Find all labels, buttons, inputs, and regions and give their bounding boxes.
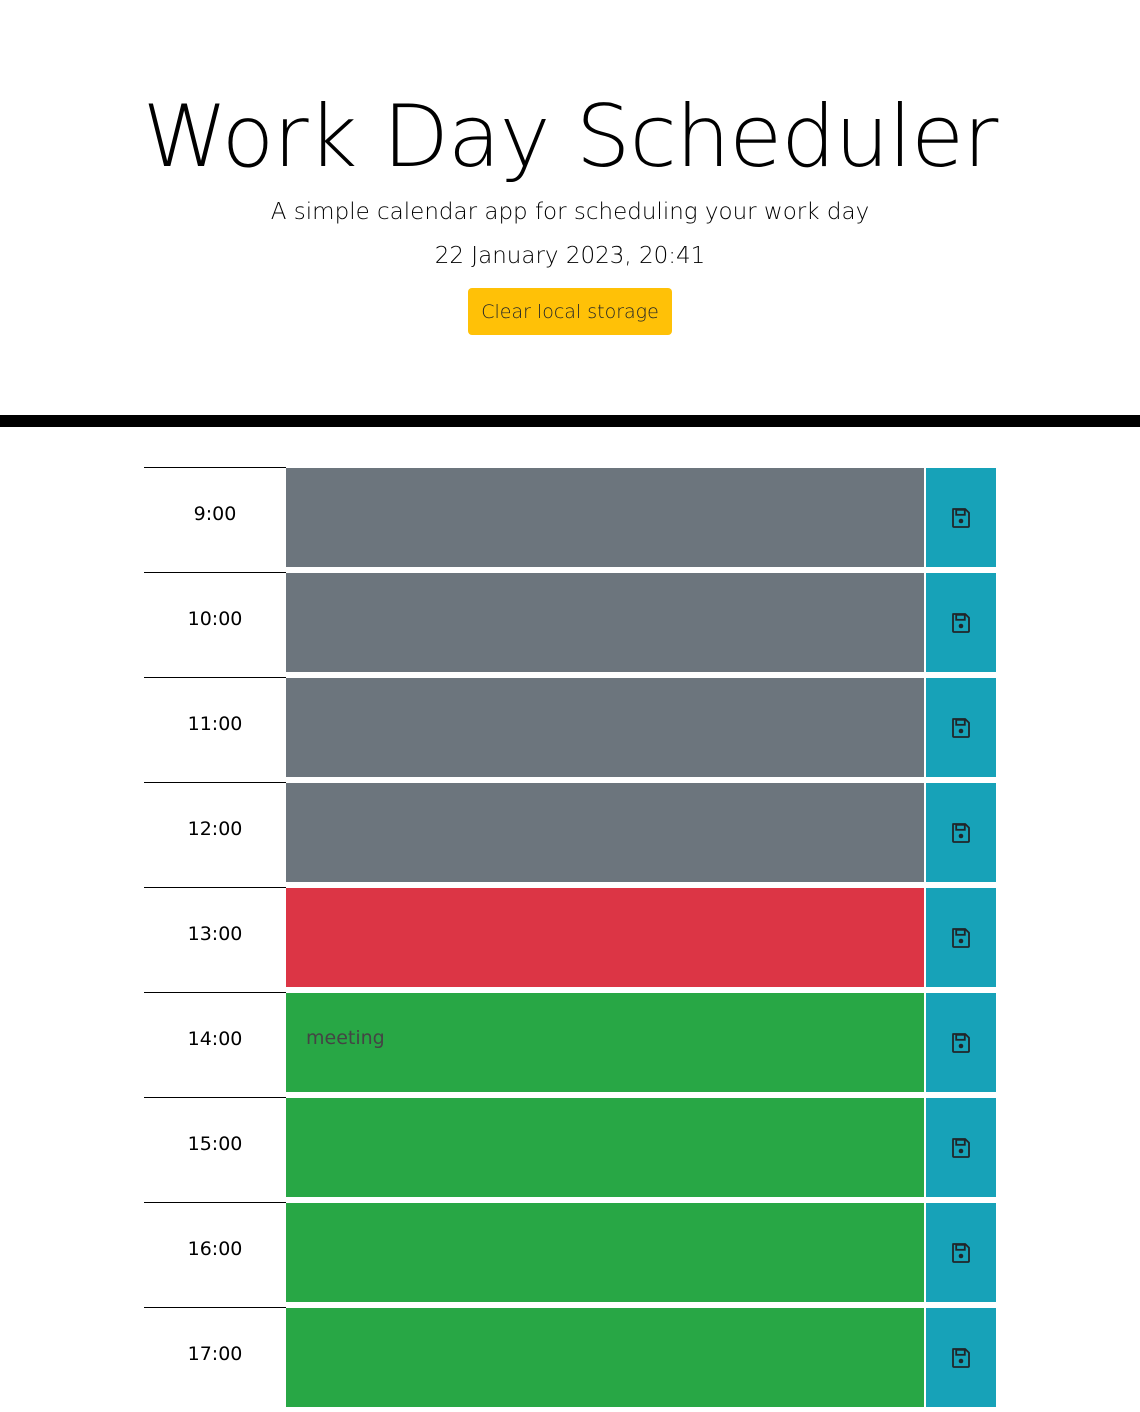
floppy-disk-icon: [949, 1031, 973, 1055]
event-description-input[interactable]: [286, 1308, 924, 1407]
event-description-input[interactable]: [286, 888, 924, 987]
time-block-row: [144, 782, 996, 887]
hour-label: 13:00: [144, 887, 286, 992]
current-day: 22 January 2023, 20:41: [434, 243, 706, 269]
floppy-disk-icon: [949, 506, 973, 530]
save-button[interactable]: [926, 993, 996, 1092]
hour-label: 9:00: [144, 467, 286, 572]
hour-label: 11:00: [144, 677, 286, 782]
save-button[interactable]: [926, 888, 996, 987]
save-button[interactable]: [926, 678, 996, 777]
schedule-container: [144, 467, 996, 1412]
floppy-disk-icon: [949, 1136, 973, 1160]
hour-label: 15:00: [144, 1097, 286, 1202]
floppy-disk-icon: [949, 716, 973, 740]
page-subtitle: A simple calendar app for scheduling your work day: [270, 199, 870, 225]
floppy-disk-icon: [949, 1346, 973, 1370]
event-description-input[interactable]: [286, 993, 924, 1092]
save-button[interactable]: [926, 1308, 996, 1407]
header-divider: [0, 415, 1140, 427]
floppy-disk-icon: [949, 926, 973, 950]
time-block-row: [144, 1307, 996, 1412]
event-description-input[interactable]: [286, 678, 924, 777]
time-block-row: [144, 677, 996, 782]
time-block-row: [144, 1202, 996, 1307]
event-description-input[interactable]: [286, 783, 924, 882]
save-button[interactable]: [926, 1098, 996, 1197]
floppy-disk-icon: [949, 1241, 973, 1265]
time-block-row: [144, 467, 996, 572]
header: [0, 0, 1140, 415]
event-description-input[interactable]: [286, 573, 924, 672]
time-block-row: [144, 992, 996, 1097]
save-button[interactable]: [926, 783, 996, 882]
event-description-input[interactable]: [286, 468, 924, 567]
clear-storage-button[interactable]: Clear local storage: [468, 288, 672, 335]
time-block-row: [144, 887, 996, 992]
save-button[interactable]: [926, 573, 996, 672]
hour-label: 10:00: [144, 572, 286, 677]
event-description-input[interactable]: [286, 1098, 924, 1197]
page-title: Work Day Scheduler: [142, 87, 998, 187]
time-block-row: [144, 572, 996, 677]
floppy-disk-icon: [949, 821, 973, 845]
hour-label: 12:00: [144, 782, 286, 887]
time-block-row: [144, 1097, 996, 1202]
hour-label: 17:00: [144, 1307, 286, 1412]
floppy-disk-icon: [949, 611, 973, 635]
hour-label: 16:00: [144, 1202, 286, 1307]
hour-label: 14:00: [144, 992, 286, 1097]
event-description-input[interactable]: [286, 1203, 924, 1302]
save-button[interactable]: [926, 1203, 996, 1302]
save-button[interactable]: [926, 468, 996, 567]
